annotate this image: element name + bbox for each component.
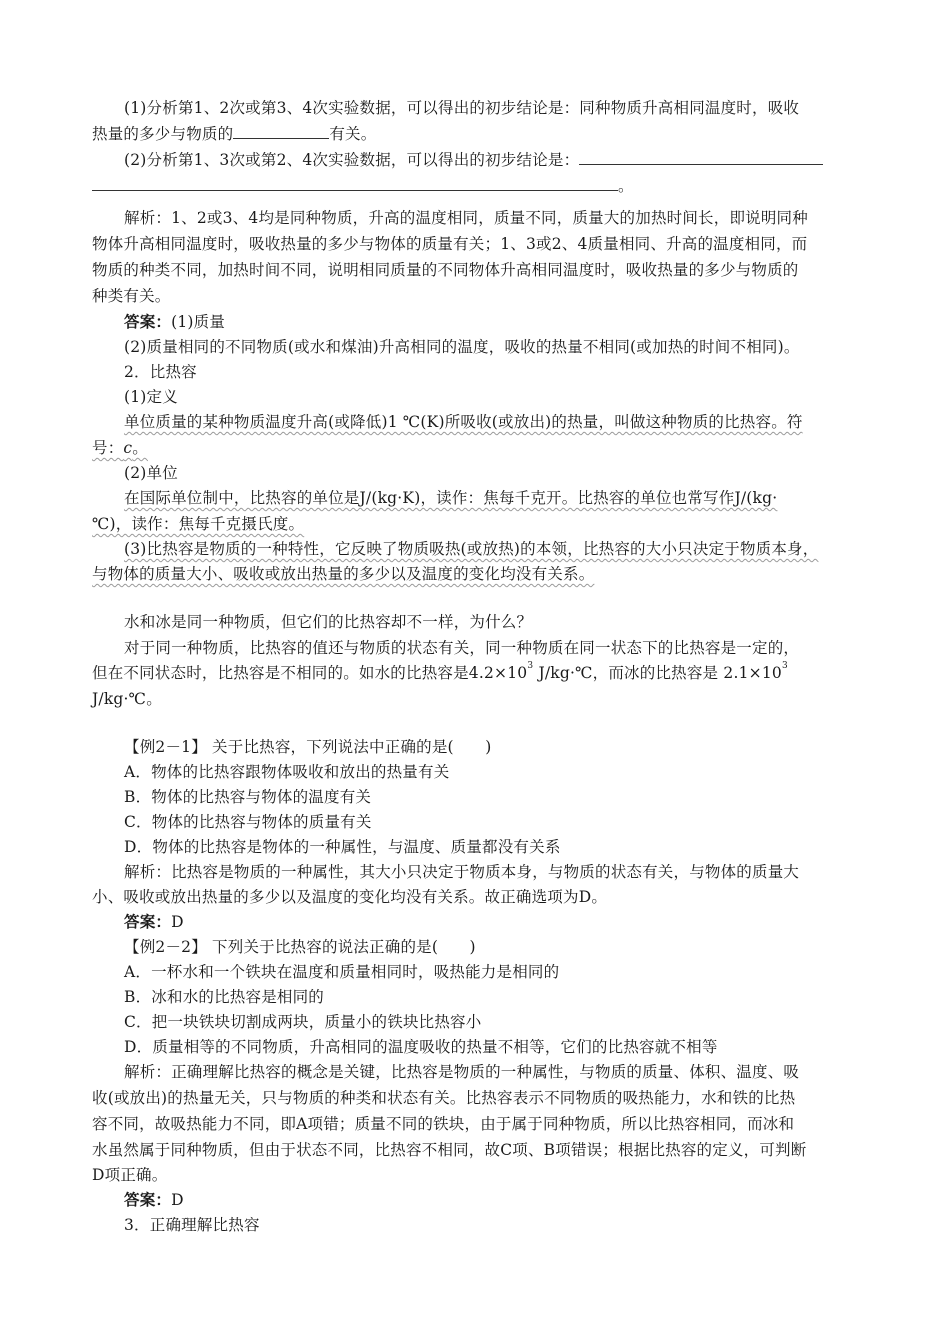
section-2-title: 2．比热容 <box>124 363 197 381</box>
option-d: D．物体的比热容是物体的一种属性，与温度、质量都没有关系 <box>124 838 561 856</box>
fill-blank-2b[interactable] <box>92 174 618 191</box>
section-3-title: 3．正确理解比热容 <box>124 1216 260 1234</box>
definition-line-1: 单位质量的某种物质温度升高(或降低)1 ℃(K)所吸收(或放出)的热量，叫做这种物质的比热容。符 <box>124 413 803 431</box>
fill-blank-1[interactable] <box>233 122 329 139</box>
analysis-1-line: 解析：1、2或3、4均是同种物质，升高的温度相同，质量不同，质量大的加热时间长，即说明同种 <box>124 209 808 227</box>
qa-answer-line-2: 但在不同状态时，比热容是不相同的。如水的比热容是$4.2\times 10^3$ J/kg·℃，而冰的比热容是 $2.1\times 10^3$ <box>92 661 788 682</box>
option-c: C．物体的比热容与物体的质量有关 <box>124 813 372 831</box>
analysis-1-line: 物质的种类不同，加热时间不同，说明相同质量的不同物体升高相同温度时，吸收热量的多少与物质的 <box>92 261 799 279</box>
property-line-2: 与物体的质量大小、吸收或放出热量的多少以及温度的变化均没有关系。 <box>92 565 595 583</box>
option-a: A．物体的比热容跟物体吸收和放出的热量有关 <box>124 763 450 781</box>
qa-answer-line-3: J/kg·℃。 <box>92 690 162 708</box>
example-2-2-analysis: 解析：正确理解比热容的概念是关键，比热容是物质的一种属性，与物质的质量、体积、温度、吸 <box>124 1063 800 1081</box>
example-2-2-analysis: 容不同，故吸热能力不同，即A项错；质量不同的铁块，由于属于同种物质，所以比热容相同，而冰和 <box>92 1115 795 1133</box>
example-2-2-analysis: 水虽然属于同种物质，但由于状态不同，比热容不相同，故C项、B项错误；根据比热容的定义，可判断 <box>92 1141 807 1159</box>
analysis-1-line: 物体升高相同温度时，吸收热量的多少与物体的质量有关；1、3或2、4质量相同、升高的温度相同，而 <box>92 235 808 253</box>
fill-blank-2a[interactable] <box>579 148 823 165</box>
question-2-line-1: (2)分析第1、3次或第2、4次实验数据，可以得出的初步结论是： <box>124 148 862 172</box>
option-b: B．冰和水的比热容是相同的 <box>124 988 324 1006</box>
question-1-line-1: (1)分析第1、2次或第3、4次实验数据，可以得出的初步结论是：同种物质升高相同温度时，吸收 <box>124 99 800 117</box>
definition-line-2: 号：c。 <box>92 439 148 457</box>
unit-heading: (2)单位 <box>124 464 178 482</box>
example-2-2-analysis: 收(或放出)的热量无关，只与物质的种类和状态有关。比热容表示不同物质的吸热能力，水和铁的比热 <box>92 1089 796 1107</box>
unit-line-2: ℃)，读作：焦每千克摄氏度。 <box>92 515 305 533</box>
option-b: B．物体的比热容与物体的温度有关 <box>124 788 372 806</box>
example-2-2-title: 【例2－2】 下列关于比热容的说法正确的是( ) <box>124 938 476 956</box>
example-2-1-analysis: 小、吸收或放出热量的多少以及温度的变化均没有关系。故正确选项为D。 <box>92 888 608 906</box>
qa-question: 水和冰是同一种物质，但它们的比热容却不一样，为什么？ <box>124 613 533 631</box>
question-1-line-2: 热量的多少与物质的 有关。 <box>92 122 862 146</box>
answer-1-part-2: (2)质量相同的不同物质(或水和煤油)升高相同的温度，吸收的热量不相同(或加热的时间不相同)。 <box>124 338 800 356</box>
unit-line-1: 在国际单位制中，比热容的单位是J/(kg·K)，读作：焦每千克开。比热容的单位也常写作J/(kg· <box>124 489 778 507</box>
example-2-1-analysis: 解析：比热容是物质的一种属性，其大小只决定于物质本身，与物质的状态有关，与物体的质量大 <box>124 863 800 881</box>
qa-answer-line-1: 对于同一种物质，比热容的值还与物质的状态有关，同一种物质在同一状态下的比热容是一定的， <box>124 639 800 657</box>
option-a: A．一杯水和一个铁块在温度和质量相同时，吸热能力是相同的 <box>124 963 560 981</box>
answer-1: 答案：(1)质量 <box>124 312 226 331</box>
example-2-1-title: 【例2－1】 关于比热容，下列说法中正确的是( ) <box>124 738 492 756</box>
option-c: C．把一块铁块切割成两块，质量小的铁块比热容小 <box>124 1013 482 1031</box>
example-2-2-analysis: D项正确。 <box>92 1166 168 1184</box>
definition-heading: (1)定义 <box>124 388 178 406</box>
property-line-1: (3)比热容是物质的一种特性，它反映了物质吸热(或放热)的本领，比热容的大小只决定于物质本身， <box>124 540 819 558</box>
example-2-1-answer: 答案：D <box>124 912 184 931</box>
example-2-2-answer: 答案：D <box>124 1190 184 1209</box>
answer-label: 答案： <box>124 312 172 331</box>
question-2-line-2: 。 <box>92 174 862 198</box>
analysis-1-line: 种类有关。 <box>92 287 171 305</box>
option-d: D．质量相等的不同物质，升高相同的温度吸收的热量不相等，它们的比热容就不相等 <box>124 1038 718 1056</box>
